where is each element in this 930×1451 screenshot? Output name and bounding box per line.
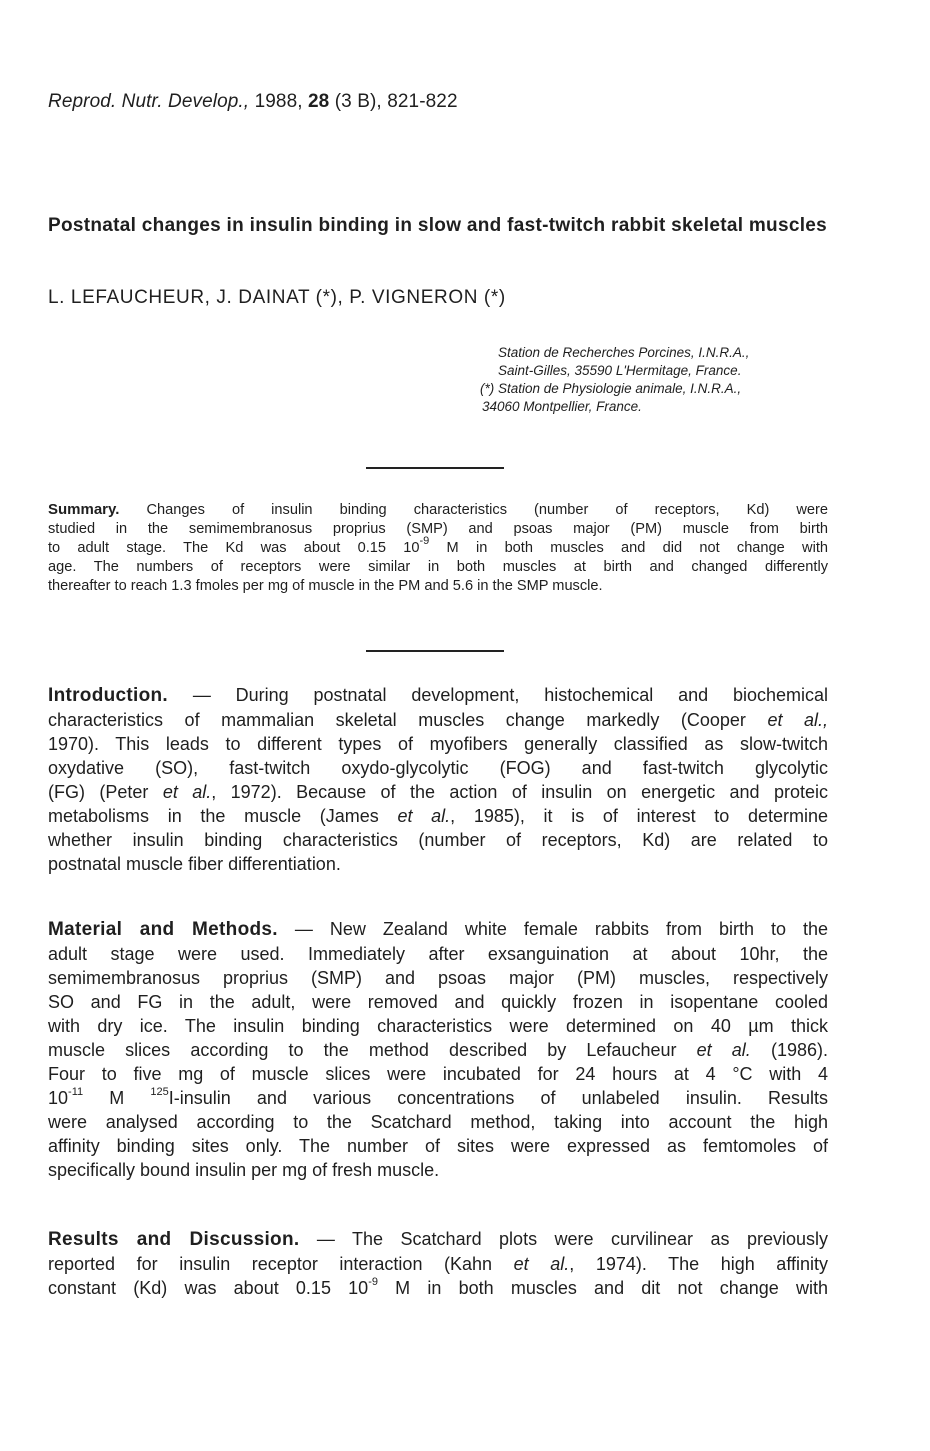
body-text: reported for insulin receptor interaction (Kahn: [48, 1254, 514, 1274]
divider: [366, 650, 504, 652]
body-text: with dry ice. The insulin binding characteristics were determined on 40 µm thick: [48, 1016, 828, 1036]
body-text: postnatal muscle fiber differentiation.: [48, 854, 341, 874]
body-text: were analysed according to the Scatchard method, taking into account the high: [48, 1112, 828, 1132]
exponent: -9: [419, 535, 430, 548]
summary-text: Changes of insulin binding characteristics (number of receptors, Kd) were: [146, 502, 828, 518]
introduction-section: [48, 683, 828, 876]
body-text: constant (Kd) was about 0.15 10: [48, 1278, 369, 1298]
body-text-italic: et al.,: [767, 710, 828, 730]
exponent: -9: [368, 1276, 378, 1288]
body-text: — New Zealand white female rabbits from birth to the: [277, 919, 828, 939]
body-text: — The Scatchard plots were curvilinear as previously: [299, 1229, 829, 1249]
body-text-italic: et al.: [513, 1254, 570, 1274]
affiliations: [470, 344, 850, 416]
body-text: I-insulin and various concentrations of unlabeled insulin. Results: [168, 1088, 829, 1108]
methods-heading: Material and Methods.: [48, 919, 278, 940]
journal-citation: [48, 91, 458, 113]
affiliation-line: Station de Recherches Porcines, I.N.R.A.,: [498, 345, 750, 360]
article-authors: L. LEFAUCHEUR, J. DAINAT (*), P. VIGNERON (*): [48, 287, 506, 308]
body-text: specifically bound insulin per mg of fresh muscle.: [48, 1160, 440, 1180]
summary-text: thereafter to reach 1.3 fmoles per mg of muscle in the PM and 5.6 in the SMP muscle.: [48, 578, 603, 594]
body-text: muscle slices according to the method described by Lefaucheur: [48, 1040, 697, 1060]
results-heading: Results and Discussion.: [48, 1229, 300, 1250]
body-text: characteristics of mammalian skeletal muscles change markedly (Cooper: [48, 710, 768, 730]
body-text: oxydative (SO), fast-twitch oxydo-glycolytic (FOG) and fast-twitch glycolytic: [48, 758, 828, 778]
body-text: adult stage were used. Immediately after exsanguination at about 10hr, the: [48, 944, 828, 964]
summary-section: [48, 500, 828, 596]
body-text: metabolisms in the muscle (James: [48, 806, 398, 826]
summary-text: studied in the semimembranosus proprius (SMP) and psoas major (PM) muscle from birth: [48, 521, 828, 537]
affiliation-line: 34060 Montpellier, France.: [482, 399, 642, 414]
body-text-italic: et al.: [696, 1040, 751, 1060]
body-text: (FG) (Peter: [48, 782, 163, 802]
divider: [366, 467, 504, 469]
summary-text: age. The numbers of receptors were similar in both muscles at birth and changed differently: [48, 559, 828, 575]
summary-text: to adult stage. The Kd was about 0.15 10: [48, 540, 420, 556]
summary-text: M in both muscles and did not change with: [446, 540, 828, 556]
body-text: 1970). This leads to different types of myofibers generally classified as slow-twitch: [48, 734, 828, 754]
article-title: Postnatal changes in insulin binding in slow and fast-twitch rabbit skeletal muscles: [48, 215, 828, 236]
exponent: 125: [150, 1086, 169, 1098]
methods-section: [48, 917, 828, 1182]
body-text: Four to five mg of muscle slices were incubated for 24 hours at 4 °C with 4: [48, 1064, 828, 1084]
body-text: M: [83, 1088, 151, 1108]
journal-year: 1988,: [254, 91, 303, 112]
affiliation-line: Saint-Gilles, 35590 L'Hermitage, France.: [498, 363, 742, 378]
introduction-heading: Introduction.: [48, 685, 168, 706]
body-text-italic: et al.: [162, 782, 212, 802]
body-text-italic: et al.: [397, 806, 451, 826]
summary-heading: Summary.: [48, 501, 120, 518]
journal-name: Reprod. Nutr. Develop.,: [48, 91, 250, 112]
body-text: M in both muscles and dit not change with: [377, 1278, 828, 1298]
journal-issue: (3 B),: [334, 91, 382, 112]
body-text: (1986).: [750, 1040, 828, 1060]
results-section: [48, 1227, 828, 1300]
journal-volume: 28: [308, 91, 330, 112]
body-text: affinity binding sites only. The number of sites were expressed as femtomoles of: [48, 1136, 828, 1156]
body-text: , 1985), it is of interest to determine: [450, 806, 828, 826]
exponent: -11: [68, 1086, 84, 1098]
body-text: , 1974). The high affinity: [569, 1254, 829, 1274]
body-text: , 1972). Because of the action of insulin on energetic and proteic: [211, 782, 828, 802]
journal-pages: 821-822: [387, 91, 458, 112]
body-text: whether insulin binding characteristics (number of receptors, Kd) are related to: [48, 830, 828, 850]
body-text: semimembranosus proprius (SMP) and psoas major (PM) muscles, respectively: [48, 968, 828, 988]
body-text: 10: [48, 1088, 69, 1108]
body-text: — During postnatal development, histochemical and biochemical: [168, 685, 828, 705]
body-text: SO and FG in the adult, were removed and quickly frozen in isopentane cooled: [48, 992, 828, 1012]
affiliation-line: (*) Station de Physiologie animale, I.N.R.A.,: [480, 381, 742, 396]
